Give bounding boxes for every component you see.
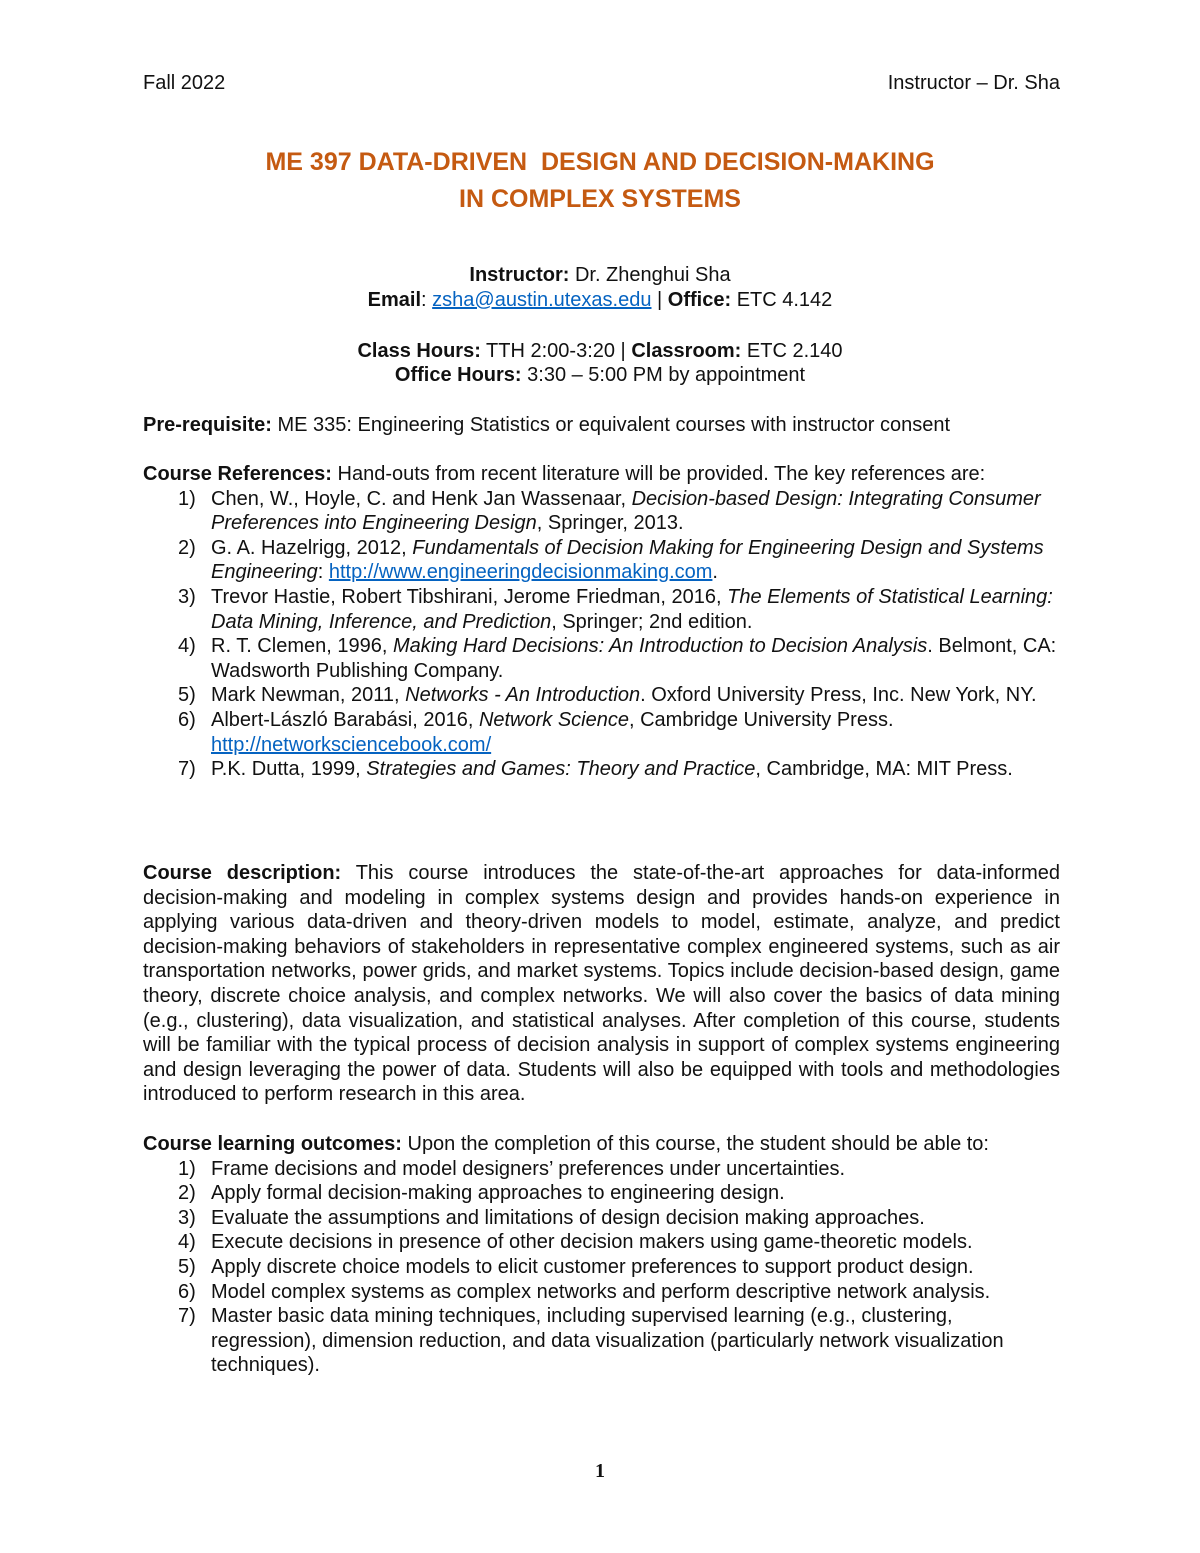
reference-text: G. A. Hazelrigg, 2012, xyxy=(211,536,413,559)
header-instructor: Instructor – Dr. Sha xyxy=(887,72,1060,94)
office-hours-line xyxy=(0,363,1200,387)
reference-number: 3) xyxy=(178,585,196,608)
outcome-number: 1) xyxy=(178,1157,196,1180)
outcomes-list xyxy=(143,1157,1060,1378)
email-office-line xyxy=(0,288,1200,312)
outcome-item xyxy=(143,1280,1060,1305)
outcome-item xyxy=(143,1181,1060,1206)
course-title xyxy=(0,144,1200,218)
outcomes-label: Course learning outcomes: xyxy=(143,1133,402,1155)
reference-item xyxy=(143,585,1060,634)
classroom-label: Classroom: xyxy=(631,340,742,362)
reference-text: . xyxy=(712,561,718,584)
office-value: ETC 4.142 xyxy=(731,289,833,311)
office-hours-value: 3:30 – 5:00 PM by appointment xyxy=(521,364,806,386)
page-number: 1 xyxy=(595,1460,605,1482)
prereq-label: Pre-requisite: xyxy=(143,414,272,436)
reference-title: Strategies and Games: Theory and Practice xyxy=(366,758,756,781)
classroom-value: ETC 2.140 xyxy=(741,340,843,362)
reference-text: R. T. Clemen, 1996, xyxy=(211,635,393,658)
reference-number: 4) xyxy=(178,635,196,658)
prereq-text: ME 335: Engineering Statistics or equivalent courses with instructor consent xyxy=(271,414,951,436)
outcome-item xyxy=(143,1230,1060,1255)
instructor-label: Instructor: xyxy=(469,264,570,286)
reference-text: , Springer, 2013. xyxy=(536,512,684,535)
email-colon: : xyxy=(421,289,433,311)
reference-title: Network Science xyxy=(478,708,629,731)
course-description xyxy=(143,861,1060,1107)
reference-text: Chen, W., Hoyle, C. and Henk Jan Wassenaar, xyxy=(211,487,632,510)
reference-text: : xyxy=(317,561,329,584)
instructor-value: Dr. Zhenghui Sha xyxy=(569,264,731,286)
class-hours-label: Class Hours: xyxy=(357,340,481,362)
references-label: Course References: xyxy=(143,463,332,485)
reference-item xyxy=(143,708,1060,757)
separator: | xyxy=(651,289,668,311)
instructor-line xyxy=(0,263,1200,287)
reference-link[interactable]: http://www.engineeringdecisionmaking.com xyxy=(328,561,713,584)
description-label: Course description: xyxy=(143,862,342,884)
reference-text: Trevor Hastie, Robert Tibshirani, Jerome Friedman, 2016, xyxy=(211,585,728,608)
outcome-item xyxy=(143,1157,1060,1182)
outcome-text: Evaluate the assumptions and limitations of design decision making approaches. xyxy=(211,1206,925,1229)
outcome-text: Master basic data mining techniques, including supervised learning (e.g., clustering, regression), dimension reduction, and data visualization (particularly network visualization techniques). xyxy=(211,1305,1004,1377)
outcome-text: Execute decisions in presence of other decision makers using game-theoretic models. xyxy=(211,1231,973,1254)
reference-title: The Elements of Statistical Learning: Data Mining, Inference, and Prediction xyxy=(211,585,1053,633)
office-hours-label: Office Hours: xyxy=(394,364,522,386)
office-label: Office: xyxy=(667,289,732,311)
reference-number: 7) xyxy=(178,758,196,781)
reference-text: , Springer; 2nd edition. xyxy=(551,610,753,633)
header-semester: Fall 2022 xyxy=(143,72,226,94)
reference-text: Albert-László Barabási, 2016, xyxy=(211,708,479,731)
reference-text: P.K. Dutta, 1999, xyxy=(211,758,367,781)
prerequisite xyxy=(143,413,1060,438)
outcome-text: Frame decisions and model designers’ preferences under uncertainties. xyxy=(211,1157,846,1180)
reference-text: , Cambridge University Press. xyxy=(629,708,894,731)
reference-text: . Belmont, CA: Wadsworth Publishing Company. xyxy=(211,635,1057,682)
reference-number: 1) xyxy=(178,487,196,510)
outcome-number: 3) xyxy=(178,1206,196,1229)
reference-item xyxy=(143,634,1060,683)
references-list xyxy=(143,487,1060,782)
outcomes-heading xyxy=(143,1132,1060,1157)
outcome-item xyxy=(143,1304,1060,1378)
description-text: This course introduces the state-of-the-art approaches for data-informed decision-making and modeling in complex systems design and provides hands-on experience in applying various data-driven and theory-driven models to model, estimate, analyze, and predict decision-making behaviors of stakeholders in representative complex engineered systems, such as air transportation networks, power grids, and market systems. Topics include decision-based design, game theory, discrete choice analysis, and complex networks. We will also cover the basics of data mining (e.g., clustering), data visualization, and statistical analyses. After completion of this course, students will be familiar with the typical process of decision analysis in support of complex systems engineering and design leveraging the power of data. Students will also be equipped with tools and methodologies introduced to perform research in this area. xyxy=(143,862,1060,1106)
outcome-item xyxy=(143,1206,1060,1231)
course-references xyxy=(143,462,1060,782)
outcomes-intro: Upon the completion of this course, the student should be able to: xyxy=(401,1133,989,1155)
reference-item xyxy=(143,757,1060,782)
learning-outcomes xyxy=(143,1132,1060,1378)
outcome-text: Apply formal decision-making approaches to engineering design. xyxy=(211,1182,785,1205)
reference-number: 6) xyxy=(178,708,196,731)
reference-text: . Oxford University Press, Inc. New York, NY. xyxy=(640,684,1037,707)
reference-item xyxy=(143,536,1060,585)
reference-number: 2) xyxy=(178,536,196,559)
email-label: Email xyxy=(367,289,422,311)
reference-title: Making Hard Decisions: An Introduction to Decision Analysis xyxy=(392,635,928,658)
reference-title: Fundamentals of Decision Making for Engineering Design and Systems Engineering xyxy=(211,536,1044,584)
references-intro: Hand-outs from recent literature will be provided. The key references are: xyxy=(331,463,986,485)
reference-title: Decision-based Design: Integrating Consumer Preferences into Engineering Design xyxy=(211,487,1041,535)
reference-link[interactable]: http://networksciencebook.com/ xyxy=(211,733,492,756)
reference-item xyxy=(143,487,1060,536)
reference-text: , Cambridge, MA: MIT Press. xyxy=(755,758,1013,781)
reference-number: 5) xyxy=(178,684,196,707)
outcome-number: 5) xyxy=(178,1255,196,1278)
reference-text: Mark Newman, 2011, xyxy=(211,684,406,707)
email-link[interactable]: zsha@austin.utexas.edu xyxy=(432,289,652,311)
outcome-number: 4) xyxy=(178,1231,196,1254)
course-title-line2: IN COMPLEX SYSTEMS xyxy=(459,185,741,213)
outcome-item xyxy=(143,1255,1060,1280)
references-heading xyxy=(143,462,1060,487)
course-title-line1: ME 397 DATA-DRIVEN DESIGN AND DECISION-MAKING xyxy=(265,148,935,176)
class-hours-value: TTH 2:00-3:20 | xyxy=(480,340,632,362)
reference-item xyxy=(143,683,1060,708)
outcome-text: Model complex systems as complex networks and perform descriptive network analysis. xyxy=(211,1280,991,1303)
outcome-number: 2) xyxy=(178,1182,196,1205)
outcome-number: 7) xyxy=(178,1305,196,1328)
reference-title: Networks - An Introduction xyxy=(405,684,641,707)
class-hours-line xyxy=(0,339,1200,363)
outcome-number: 6) xyxy=(178,1280,196,1303)
outcome-text: Apply discrete choice models to elicit customer preferences to support product design. xyxy=(211,1255,974,1278)
